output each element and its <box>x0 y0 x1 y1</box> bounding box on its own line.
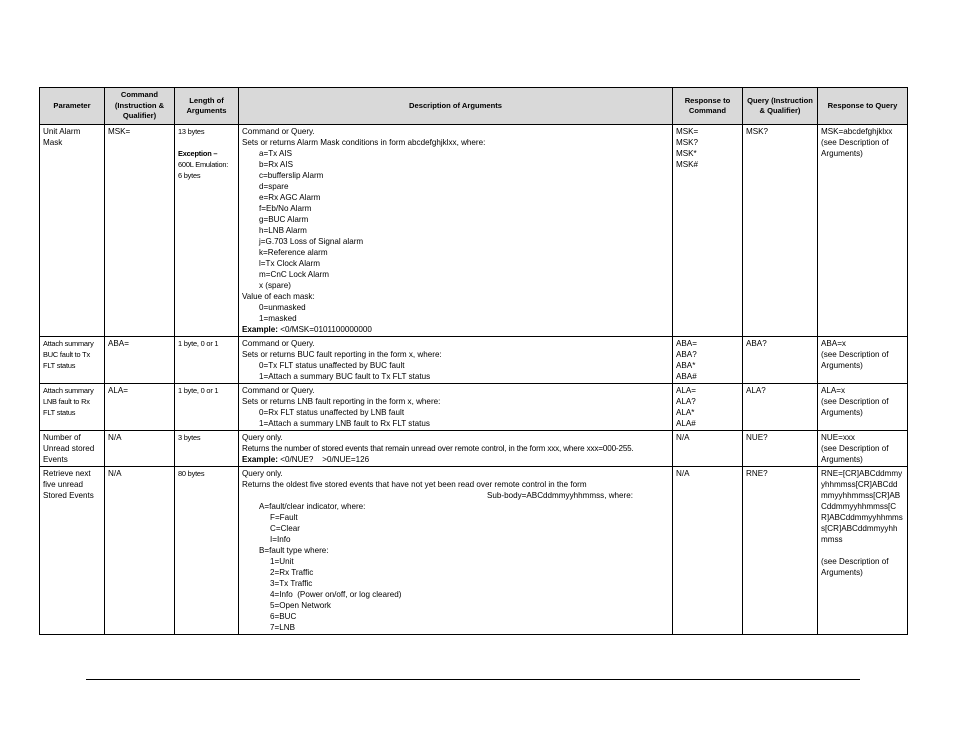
desc-line: l=Tx Clock Alarm <box>259 259 320 268</box>
response-line: ALA# <box>676 419 696 428</box>
response-query-note: (see Description of Arguments) <box>821 557 889 577</box>
desc-line: e=Rx AGC Alarm <box>259 193 321 202</box>
response-command-cell <box>673 467 743 635</box>
desc-line: c=bufferslip Alarm <box>259 171 324 180</box>
length-cell <box>175 125 239 337</box>
response-line: MSK* <box>676 149 697 158</box>
parameter-cell: Attach summary BUC fault to Tx FLT status <box>40 337 105 384</box>
description-cell <box>239 384 673 431</box>
response-query-cell <box>818 431 908 467</box>
desc-line: 2=Rx Traffic <box>270 568 314 577</box>
desc-line: x (spare) <box>259 281 291 290</box>
response-line: MSK# <box>676 160 699 169</box>
response-query-value: NUE=xxx <box>821 433 855 442</box>
desc-line: j=G.703 Loss of Signal alarm <box>259 237 364 246</box>
footer-divider <box>86 679 860 680</box>
parameter-cell: Number of Unread stored Events <box>40 431 105 467</box>
desc-line: 7=LNB <box>270 623 295 632</box>
desc-line: f=Eb/No Alarm <box>259 204 312 213</box>
response-query-cell <box>818 337 908 384</box>
desc-line: Sets or returns Alarm Mask conditions in form abcdefghjklxx, where: <box>242 138 486 147</box>
query-cell: NUE? <box>743 431 818 467</box>
query-cell: MSK? <box>743 125 818 337</box>
desc-line: Command or Query. <box>242 386 315 395</box>
table-header-row <box>40 88 908 125</box>
example-line <box>242 454 669 465</box>
desc-line: 1=Unit <box>270 557 294 566</box>
response-query-note: (see Description of Arguments) <box>821 444 889 464</box>
desc-line: Command or Query. <box>242 339 315 348</box>
table-row <box>40 337 908 384</box>
header-parameter: Parameter <box>40 88 105 125</box>
desc-line: 3=Tx Traffic <box>270 579 313 588</box>
length-value: 13 bytes <box>178 127 205 136</box>
response-line: MSK? <box>676 138 699 147</box>
desc-line: h=LNB Alarm <box>259 226 307 235</box>
desc-line: A=fault/clear indicator, where: <box>259 502 366 511</box>
response-query-cell <box>818 125 908 337</box>
example-line <box>242 324 669 335</box>
desc-line: Returns the oldest five stored events that have not yet been read over remote control in the form <box>242 480 587 489</box>
desc-line: 0=unmasked <box>259 303 306 312</box>
desc-line: 1=Attach a summary BUC fault to Tx FLT status <box>259 372 431 381</box>
length-exception-detail: 600L Emulation: <box>178 160 229 169</box>
response-query-cell <box>818 384 908 431</box>
response-line: ABA# <box>676 372 697 381</box>
response-line: ALA? <box>676 397 696 406</box>
desc-line: I=Info <box>270 535 291 544</box>
description-cell <box>239 431 673 467</box>
desc-line: Sub-body=ABCddmmyyhhmmss, where: <box>487 491 633 500</box>
length-exception-label: Exception – <box>178 149 218 158</box>
command-cell: ALA= <box>105 384 175 431</box>
desc-line: F=Fault <box>270 513 298 522</box>
response-line: N/A <box>676 469 690 478</box>
parameter-cell: Attach summary LNB fault to Rx FLT status <box>40 384 105 431</box>
command-cell: MSK= <box>105 125 175 337</box>
example-label: Example: <box>242 325 278 334</box>
desc-line: Returns the number of stored events that remain unread over remote control, in the form xxx, where xxx=000-255. <box>242 444 634 453</box>
length-cell: 1 byte, 0 or 1 <box>175 384 239 431</box>
response-query-value: RNE=[CR]ABCddmmyyhhmmss[CR]ABCddmmyyhhmmss[CR]ABCddmmyyhhmmss[CR]ABCddmmyyhhmmss[CR]ABCddmmyyhhmmss <box>821 469 903 544</box>
response-line: ALA= <box>676 386 697 395</box>
desc-line: Sets or returns LNB fault reporting in the form x, where: <box>242 397 441 406</box>
response-line: ABA= <box>676 339 697 348</box>
query-cell: ALA? <box>743 384 818 431</box>
desc-line: B=fault type where: <box>259 546 329 555</box>
table-row <box>40 467 908 635</box>
desc-line: Sets or returns BUC fault reporting in the form x, where: <box>242 350 442 359</box>
description-cell <box>239 337 673 384</box>
response-command-cell <box>673 384 743 431</box>
desc-line: 1=Attach a summary LNB fault to Rx FLT status <box>259 419 430 428</box>
desc-line: C=Clear <box>270 524 300 533</box>
header-response-command: Response to Command <box>673 88 743 125</box>
command-cell: N/A <box>105 431 175 467</box>
table-row <box>40 384 908 431</box>
header-query: Query (Instruction & Qualifier) <box>743 88 818 125</box>
response-query-note: (see Description of Arguments) <box>821 138 889 158</box>
response-line: MSK= <box>676 127 699 136</box>
response-query-note: (see Description of Arguments) <box>821 350 889 370</box>
example-label: Example: <box>242 455 278 464</box>
header-length: Length of Arguments <box>175 88 239 125</box>
command-table <box>39 87 908 635</box>
desc-line: m=CnC Lock Alarm <box>259 270 329 279</box>
length-exception-value: 6 bytes <box>178 171 201 180</box>
response-command-cell <box>673 431 743 467</box>
description-cell <box>239 467 673 635</box>
response-line: N/A <box>676 433 690 442</box>
command-cell: ABA= <box>105 337 175 384</box>
parameter-cell: Retrieve next five unread Stored Events <box>40 467 105 635</box>
desc-line: Command or Query. <box>242 127 315 136</box>
table-row <box>40 125 908 337</box>
length-cell: 80 bytes <box>175 467 239 635</box>
query-cell: ABA? <box>743 337 818 384</box>
response-command-cell <box>673 337 743 384</box>
desc-line: g=BUC Alarm <box>259 215 309 224</box>
desc-line: 4=Info (Power on/off, or log cleared) <box>270 590 402 599</box>
length-cell: 3 bytes <box>175 431 239 467</box>
desc-line: b=Rx AIS <box>259 160 293 169</box>
desc-line: d=spare <box>259 182 289 191</box>
desc-line: 5=Open Network <box>270 601 331 610</box>
desc-line: 1=masked <box>259 314 297 323</box>
response-query-note: (see Description of Arguments) <box>821 397 889 417</box>
desc-line: Query only. <box>242 469 283 478</box>
response-line: ALA* <box>676 408 695 417</box>
example-value: <0/NUE? >0/NUE=126 <box>280 455 370 464</box>
command-cell: N/A <box>105 467 175 635</box>
desc-line: 6=BUC <box>270 612 297 621</box>
desc-line: Value of each mask: <box>242 292 315 301</box>
table-row <box>40 431 908 467</box>
response-query-value: MSK=abcdefghjklxx <box>821 127 893 136</box>
example-value: <0/MSK=0101100000000 <box>280 325 372 334</box>
query-cell: RNE? <box>743 467 818 635</box>
header-command: Command (Instruction & Qualifier) <box>105 88 175 125</box>
parameter-cell: Unit Alarm Mask <box>40 125 105 337</box>
response-command-cell <box>673 125 743 337</box>
header-description: Description of Arguments <box>239 88 673 125</box>
header-response-query: Response to Query <box>818 88 908 125</box>
response-query-value: ABA=x <box>821 339 846 348</box>
description-cell <box>239 125 673 337</box>
response-query-value: ALA=x <box>821 386 846 395</box>
desc-line: a=Tx AIS <box>259 149 293 158</box>
desc-line: k=Reference alarm <box>259 248 328 257</box>
length-cell: 1 byte, 0 or 1 <box>175 337 239 384</box>
response-line: ABA* <box>676 361 696 370</box>
desc-line: 0=Tx FLT status unaffected by BUC fault <box>259 361 405 370</box>
response-query-cell <box>818 467 908 635</box>
desc-line: 0=Rx FLT status unaffected by LNB fault <box>259 408 405 417</box>
response-line: ABA? <box>676 350 697 359</box>
desc-line: Query only. <box>242 433 283 442</box>
